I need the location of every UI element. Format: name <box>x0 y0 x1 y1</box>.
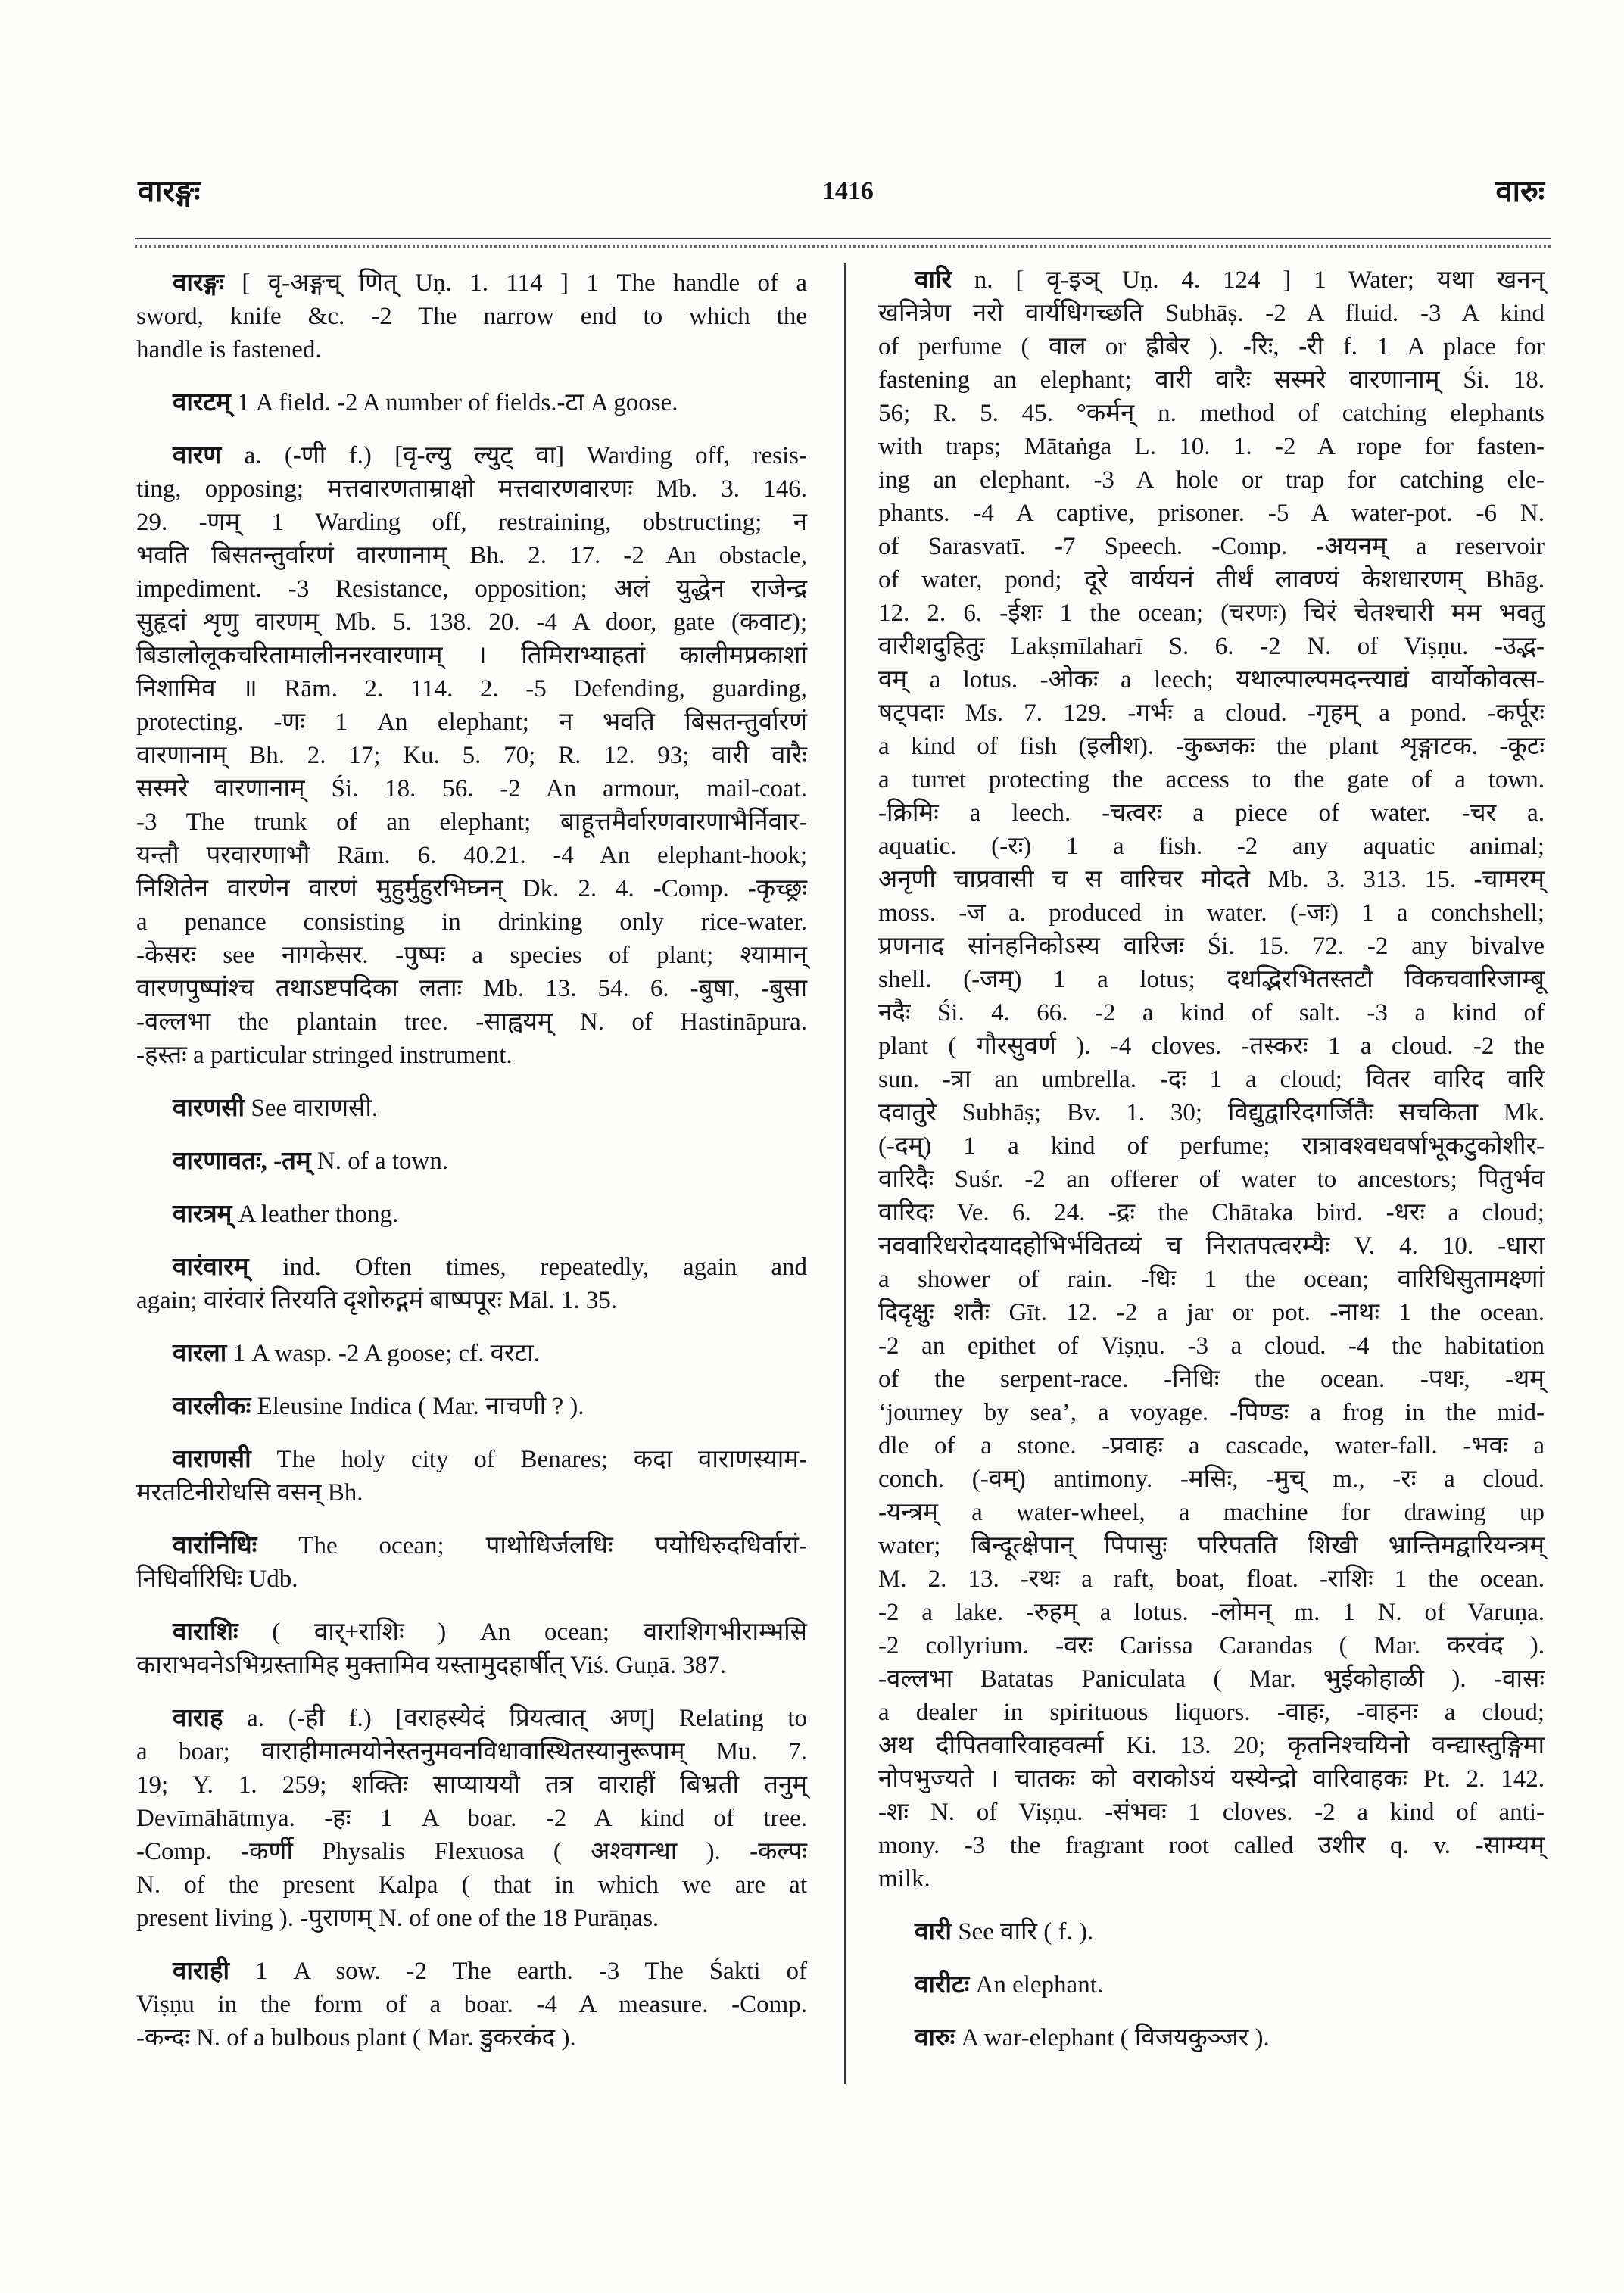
headword: वारणसी <box>173 1095 245 1122</box>
entry-line <box>136 1702 807 1735</box>
entry-line <box>878 863 1545 896</box>
entry-text: present living ). -पुराणम् N. of one of the 18 Purāṇas. <box>136 1905 659 1932</box>
entry-line <box>878 963 1545 996</box>
entry-line <box>878 1762 1545 1796</box>
entry-text: 56; R. 5. 45. °कर्मन् n. method of catching elephants <box>878 400 1545 427</box>
entry-text: -वल्लभा Batatas Paniculata ( Mar. भुईकोहाळी ). -वासः <box>878 1665 1545 1693</box>
header-rule <box>135 238 1551 248</box>
entry-text: वम् a lotus. -ओकः a leech; यथाल्पाल्पमदन्त्याद्यं वार्योकोवत्स- <box>878 666 1545 693</box>
entry-line <box>878 1662 1545 1696</box>
entry-line <box>136 1735 807 1768</box>
entry-line <box>878 1196 1545 1229</box>
entry-text: वारिदः Ve. 6. 24. -द्रः the Chātaka bird. -धरः a cloud; <box>878 1199 1545 1226</box>
entry-text: A leather thong. <box>238 1201 399 1228</box>
entry-text: See वारि ( f. ). <box>958 1918 1094 1946</box>
entry-text: 19; Y. 1. 259; शक्तिः साप्याययौ तत्र वाराहीं बिभ्रती तनुम् <box>136 1771 807 1799</box>
dictionary-entry <box>878 1915 1545 1949</box>
dictionary-entry <box>136 1702 807 1935</box>
left-column <box>136 266 807 2074</box>
entry-text: सुहृदां शृणु वारणम् Mb. 5. 138. 20. -4 A door, gate (कवाट); <box>136 609 807 636</box>
entry-text: phants. -4 A captive, prisoner. -5 A water-pot. -6 N. <box>878 500 1545 527</box>
entry-line <box>136 506 807 539</box>
dictionary-entry <box>136 439 807 1072</box>
entry-line <box>878 896 1545 930</box>
entry-line <box>136 939 807 972</box>
entry-text: of water, pond; दूरे वार्ययनं तीर्थं लावण्यं केशधारणम् Bhāg. <box>878 566 1545 594</box>
entry-text: वारीशदुहितुः Lakṣmīlaharī S. 6. -2 N. of Viṣṇu. -उद्भ- <box>878 633 1545 660</box>
entry-text: a boar; वाराहीमात्मयोनेस्तनुमवनविधावास्थितस्यानुरूपाम् Mu. 7. <box>136 1738 807 1765</box>
entry-text: प्रणनाद सांनहनिकोऽस्य वारिजः Śi. 15. 72. -2 any bivalve <box>878 933 1545 960</box>
entry-text: ( वार्+राशिः ) An ocean; वाराशिगभीराम्भसि <box>272 1618 807 1646</box>
entry-text: conch. (-वम्) antimony. -मसिः, -मुच् m., -रः a cloud. <box>878 1466 1545 1493</box>
entry-line <box>136 606 807 639</box>
entry-line <box>878 930 1545 963</box>
entry-text: मरतटिनीरोधसि वसन् Bh. <box>136 1479 363 1506</box>
entry-line <box>136 1868 807 1902</box>
entry-line <box>878 530 1545 563</box>
entry-line <box>878 1968 1545 2002</box>
headword: वाराशिः <box>173 1618 238 1646</box>
entry-line <box>878 597 1545 630</box>
entry-line <box>136 266 807 300</box>
entry-line <box>136 872 807 905</box>
entry-line <box>878 1363 1545 1396</box>
entry-line <box>878 297 1545 330</box>
entry-line <box>136 972 807 1005</box>
entry-line <box>136 1251 807 1284</box>
entry-line <box>136 639 807 672</box>
entry-text: Eleusine Indica ( Mar. नाचणी ? ). <box>257 1393 584 1420</box>
entry-line <box>878 996 1545 1030</box>
entry-text: Viṣṇu in the form of a boar. -4 A measure. -Comp. <box>136 1991 807 2018</box>
entry-line <box>136 300 807 333</box>
entry-text: M. 2. 13. -रथः a raft, boat, float. -राशिः 1 the ocean. <box>878 1566 1545 1593</box>
entry-line <box>136 772 807 805</box>
entry-line <box>136 1005 807 1039</box>
entry-text: impediment. -3 Resistance, opposition; अलं युद्धेन राजेन्द्र <box>136 575 807 603</box>
entry-line <box>136 905 807 939</box>
dictionary-entry <box>136 1390 807 1423</box>
entry-line <box>136 1476 807 1509</box>
entry-text: निशितेन वारणेन वारणं मुहुर्मुहुरभिघ्नन् Dk. 2. 4. -Comp. -कृच्छ्रः <box>136 875 807 902</box>
entry-text: -3 The trunk of an elephant; बाहूत्तमैर्वारणवारणाभैर्निवार- <box>136 808 807 836</box>
entry-text: The ocean; पाथोधिर्जलधिः पयोधिरुदधिर्वारां- <box>298 1532 808 1559</box>
entry-text: Devīmāhātmya. -हः 1 A boar. -2 A kind of tree. <box>136 1805 807 1832</box>
entry-line <box>878 1596 1545 1629</box>
entry-text: -2 a lake. -रुहम् a lotus. -लोमन् m. 1 N. of Varuṇa. <box>878 1599 1545 1626</box>
entry-text: -कन्दः N. of a bulbous plant ( Mar. डुकरकंद ). <box>136 2024 576 2052</box>
entry-text: -Comp. -कर्णी Physalis Flexuosa ( अश्वगन्धा ). -कल्पः <box>136 1838 807 1865</box>
entry-text: -हस्तः a particular stringed instrument. <box>136 1042 513 1069</box>
entry-line <box>136 1649 807 1682</box>
entry-text: -यन्त्रम् a water-wheel, a machine for drawing up <box>878 1499 1545 1526</box>
entry-text: sword, knife &c. -2 The narrow end to which the <box>136 303 807 330</box>
entry-line <box>136 539 807 572</box>
entry-text: a dealer in spirituous liquors. -वाहः, -वाहनः a cloud; <box>878 1699 1545 1726</box>
entry-text: ‘journey by sea’, a voyage. -पिण्डः a frog in the mid- <box>878 1399 1545 1426</box>
entry-line <box>878 330 1545 363</box>
dictionary-entry <box>136 1955 807 2055</box>
entry-text: milk. <box>878 1865 930 1893</box>
entry-line <box>136 706 807 739</box>
entry-text: of the serpent-race. -निधिः the ocean. -पथः, -थम् <box>878 1366 1545 1393</box>
entry-line <box>136 1145 807 1178</box>
entry-text: काराभवनेऽभिग्रस्तामिह मुक्तामिव यस्तामुदहार्षीत् Viś. Guṇā. 387. <box>136 1652 726 1679</box>
entry-text: षट्पदाः Ms. 7. 129. -गर्भः a cloud. -गृहम् a pond. -कर्पूरः <box>878 699 1545 727</box>
entry-text: अनृणी चाप्रवासी च स वारिचर मोदते Mb. 3. 313. 15. -चामरम् <box>878 866 1545 893</box>
entry-text: a penance consisting in drinking only rice-water. <box>136 908 807 936</box>
entry-text: handle is fastened. <box>136 336 322 363</box>
dictionary-entry <box>136 386 807 419</box>
entry-text: protecting. -णः 1 An elephant; न भवति बिसतन्तुर्वारणं <box>136 709 807 736</box>
dictionary-entry <box>136 1529 807 1596</box>
entry-line <box>136 572 807 606</box>
entry-line <box>136 1768 807 1802</box>
entry-text: वारणानाम् Bh. 2. 17; Ku. 5. 70; R. 12. 93; वारी वारैः <box>136 742 807 769</box>
headword: वारला <box>173 1340 227 1367</box>
entry-text: 29. -णम् 1 Warding off, restraining, obstructing; न <box>136 509 807 536</box>
dictionary-entry <box>878 1968 1545 2002</box>
entry-text: बिडालोलूकचरितामालीननरवारणाम् । तिमिराभ्याहतां कालीमप्रकाशां <box>136 642 807 669</box>
headword: वाराणसी <box>173 1446 251 1473</box>
entry-line <box>878 696 1545 730</box>
entry-text: water; बिन्दूत्क्षेपान् पिपासुः परिपतति शिखी भ्रान्तिमद्वारियन्त्रम् <box>878 1532 1545 1559</box>
entry-line <box>878 730 1545 763</box>
running-head <box>138 171 1545 212</box>
entry-text: with traps; Mātaṅga L. 10. 1. -2 A rope for fasten- <box>878 433 1545 460</box>
entry-text: 1 A wasp. -2 A goose; cf. वरटा. <box>232 1340 540 1367</box>
entry-text: 1 A field. -2 A number of fields.-टा A goose. <box>237 389 678 416</box>
entry-text: aquatic. (-रः) 1 a fish. -2 any aquatic animal; <box>878 833 1545 860</box>
entry-text: a turret protecting the access to the gate of a town. <box>878 766 1545 793</box>
headword: वारटम् <box>173 389 231 416</box>
entry-text: A war-elephant ( विजयकुञ्जर ). <box>961 2024 1270 2052</box>
entry-line <box>878 1862 1545 1896</box>
entry-line <box>878 1163 1545 1196</box>
entry-text: fastening an elephant; वारी वारैः सस्मरे वारणानाम् Śi. 18. <box>878 366 1545 394</box>
entry-line <box>136 1529 807 1562</box>
entry-text: -2 an epithet of Viṣṇu. -3 a cloud. -4 the habitation <box>878 1332 1545 1360</box>
page-number: 1416 <box>821 177 874 205</box>
column-divider <box>844 263 846 2084</box>
entry-text: of perfume ( वाल or ह्रीबेर ). -रिः, -री f. 1 A place for <box>878 333 1545 360</box>
entry-line <box>136 2021 807 2055</box>
entry-text: a. (-णी f.) [वृ-ल्यु ल्युट् वा] Warding off, resis- <box>244 442 808 469</box>
dictionary-entry <box>136 1615 807 1682</box>
entry-line <box>136 1198 807 1231</box>
headword: वारांनिधिः <box>173 1532 257 1559</box>
entry-text: अथ दीपितवारिवाहवर्त्मा Ki. 13. 20; कृतनिश्चयिनो वन्द्यास्तुङ्गिमा <box>878 1732 1545 1759</box>
entry-text: -2 collyrium. -वरः Carissa Carandas ( Mar. करवंद ). <box>878 1632 1545 1659</box>
entry-line <box>878 1915 1545 1949</box>
headword: वारीटः <box>915 1971 970 1999</box>
entry-line <box>136 1955 807 1988</box>
entry-line <box>878 1496 1545 1529</box>
entry-text: ting, opposing; मत्तवारणताम्राक्षो मत्तवारणवारणः Mb. 3. 146. <box>136 475 807 503</box>
entry-line <box>136 1835 807 1868</box>
dictionary-entry <box>136 1145 807 1178</box>
entry-line <box>878 1329 1545 1363</box>
entry-text: भवति बिसतन्तुर्वारणं वारणानाम् Bh. 2. 17. -2 An obstacle, <box>136 542 807 569</box>
headword: वारि <box>915 266 952 294</box>
entry-text: -केसरः see नागकेसर. -पुष्पः a species of plant; श्यामान् <box>136 942 807 969</box>
entry-line <box>878 363 1545 397</box>
entry-line <box>136 472 807 506</box>
dictionary-entry <box>136 1092 807 1125</box>
entry-line <box>878 630 1545 663</box>
entry-line <box>878 1396 1545 1429</box>
entry-text: वारणपुष्पांश्च तथाऽष्टपदिका लताः Mb. 13. 54. 6. -बुषा, -बुसा <box>136 975 807 1002</box>
entry-text: (-दम्) 1 a kind of perfume; रात्रावश्वधवर्षाभूकटुकोशीर- <box>878 1132 1545 1160</box>
entry-line <box>136 1902 807 1935</box>
entry-line <box>878 1463 1545 1496</box>
headword: वारण <box>173 442 222 469</box>
entry-text: a shower of rain. -धिः 1 the ocean; वारिधिसुतामक्ष्णां <box>878 1266 1545 1293</box>
entry-line <box>878 2021 1545 2055</box>
entry-line <box>878 1796 1545 1829</box>
entry-line <box>878 796 1545 830</box>
entry-line <box>136 1284 807 1317</box>
running-head-right: वारुः <box>1495 174 1545 208</box>
entry-line <box>878 1829 1545 1862</box>
entry-line <box>878 463 1545 497</box>
entry-line <box>878 830 1545 863</box>
entry-text: n. [ वृ-इञ् Uṇ. 4. 124 ] 1 Water; यथा खनन् <box>974 266 1545 294</box>
entry-text: निशामिव ॥ Rām. 2. 114. 2. -5 Defending, guarding, <box>136 675 807 703</box>
entry-text: 1 A sow. -2 The earth. -3 The Śakti of <box>254 1958 808 1985</box>
entry-text: सस्मरे वारणानाम् Śi. 18. 56. -2 An armour, mail-coat. <box>136 775 807 802</box>
entry-text: निधिर्वारिधिः Udb. <box>136 1566 298 1593</box>
entry-text: नववारिधरोदयादहोभिर्भवितव्यं च निरातपत्वरम्यैः V. 4. 10. -धारा <box>878 1232 1545 1260</box>
entry-text: ind. Often times, repeatedly, again and <box>282 1254 807 1281</box>
headword: वारंवारम् <box>173 1254 249 1281</box>
entry-text: again; वारंवारं तिरयति दृशोरुद्गमं बाष्पपूरः Māl. 1. 35. <box>136 1287 618 1314</box>
entry-text: N. of a town. <box>316 1148 449 1175</box>
dictionary-entry <box>136 1251 807 1317</box>
entry-text: plant ( गौरसुवर्ण ). -4 cloves. -तस्करः 1 a cloud. -2 the <box>878 1033 1545 1060</box>
entry-text: The holy city of Benares; कदा वाराणस्याम- <box>276 1446 808 1473</box>
entry-line <box>878 1229 1545 1263</box>
dictionary-entry <box>136 1337 807 1370</box>
entry-text: [ वृ-अङ्गच् णित् Uṇ. 1. 114 ] 1 The handle of a <box>242 269 807 297</box>
entry-line <box>136 805 807 839</box>
entry-text: ing an elephant. -3 A hole or trap for catching ele- <box>878 466 1545 494</box>
entry-line <box>878 1729 1545 1762</box>
entry-line <box>136 1443 807 1476</box>
entry-line <box>878 1063 1545 1096</box>
entry-line <box>878 497 1545 530</box>
entry-line <box>878 663 1545 696</box>
entry-line <box>136 1615 807 1649</box>
entry-line <box>136 439 807 472</box>
running-head-left: वारङ्गः <box>138 174 201 208</box>
entry-text: moss. -ज a. produced in water. (-जः) 1 a conchshell; <box>878 899 1545 927</box>
entry-line <box>878 430 1545 463</box>
entry-line <box>878 1629 1545 1662</box>
entry-text: खनित्रेण नरो वार्यधिगच्छति Subhāṣ. -2 A fluid. -3 A kind <box>878 300 1545 327</box>
entry-text: नदैः Śi. 4. 66. -2 a kind of salt. -3 a kind of <box>878 999 1545 1027</box>
entry-line <box>136 1337 807 1370</box>
entry-line <box>136 1802 807 1835</box>
entry-text: -क्रिमिः a leech. -चत्वरः a piece of water. -चर a. <box>878 799 1545 827</box>
entry-line <box>878 263 1545 297</box>
dictionary-entry <box>878 2021 1545 2055</box>
entry-text: नोपभुज्यते । चातकः को वराकोऽयं यस्येन्द्रो वारिवाहकः Pt. 2. 142. <box>878 1765 1545 1793</box>
entry-line <box>136 1092 807 1125</box>
entry-text: वारिदैः Suśr. -2 an offerer of water to ancestors; पितुर्भव <box>878 1166 1545 1193</box>
entry-line <box>136 333 807 366</box>
entry-text: An elephant. <box>975 1971 1104 1999</box>
entry-line <box>136 672 807 706</box>
entry-text: a. (-ही f.) [वराहस्येदं प्रियत्वात् अण्] Relating to <box>247 1705 807 1732</box>
headword: वाराह <box>173 1705 223 1732</box>
entry-line <box>878 1129 1545 1163</box>
entry-line <box>878 1529 1545 1562</box>
entry-line <box>136 386 807 419</box>
headword: वारलीकः <box>173 1393 251 1420</box>
entry-line <box>136 1988 807 2021</box>
entry-text: 12. 2. 6. -ईशः 1 the ocean; (चरणः) चिरं चेतश्चारी मम भवतु <box>878 600 1545 627</box>
entry-text: N. of the present Kalpa ( that in which we are at <box>136 1871 807 1899</box>
entry-text: shell. (-जम्) 1 a lotus; दधद्भिरभितस्तटौ विकचवारिजाम्बू <box>878 966 1545 993</box>
entry-line <box>878 397 1545 430</box>
entry-line <box>878 1562 1545 1596</box>
headword: वारङ्गः <box>173 269 224 297</box>
headword: वाराही <box>173 1958 230 1985</box>
entry-text: of Sarasvatī. -7 Speech. -Comp. -अयनम् a reservoir <box>878 533 1545 560</box>
entry-text: -वल्लभा the plantain tree. -साह्वयम् N. of Hastināpura. <box>136 1008 807 1036</box>
entry-line <box>136 1562 807 1596</box>
headword: वारत्रम् <box>173 1201 232 1228</box>
right-column <box>878 263 1545 2074</box>
dictionary-entry <box>136 266 807 366</box>
entry-line <box>136 1039 807 1072</box>
entry-line <box>878 1696 1545 1729</box>
entry-text: दवातुरे Subhāṣ; Bv. 1. 30; विद्युद्वारिदगर्जितैः सचकिता Mk. <box>878 1099 1545 1126</box>
entry-line <box>878 563 1545 597</box>
entry-text: a kind of fish (इलीश). -कुब्जकः the plant शृङ्गाटक. -कूटः <box>878 733 1545 760</box>
dictionary-entry <box>136 1198 807 1231</box>
entry-line <box>136 1390 807 1423</box>
entry-text: दिदृक्षुः शतैः Gīt. 12. -2 a jar or pot. -नाथः 1 the ocean. <box>878 1299 1545 1326</box>
headword: वारणावतः, -तम् <box>173 1148 311 1175</box>
entry-text: mony. -3 the fragrant root called उशीर q. v. -साम्यम् <box>878 1832 1545 1859</box>
entry-line <box>878 1263 1545 1296</box>
entry-text: dle of a stone. -प्रवाहः a cascade, water-fall. -भवः a <box>878 1432 1545 1460</box>
entry-text: -शः N. of Viṣṇu. -संभवः 1 cloves. -2 a kind of anti- <box>878 1799 1545 1826</box>
entry-line <box>136 739 807 772</box>
entry-text: यन्तौ परवारणाभौ Rām. 6. 40.21. -4 An elephant-hook; <box>136 842 807 869</box>
dictionary-entry <box>136 1443 807 1509</box>
entry-line <box>878 763 1545 796</box>
entry-line <box>878 1429 1545 1463</box>
entry-line <box>136 839 807 872</box>
headword: वारुः <box>915 2024 955 2052</box>
headword: वारी <box>915 1918 952 1946</box>
entry-line <box>878 1296 1545 1329</box>
entry-line <box>878 1096 1545 1129</box>
entry-text: See वाराणसी. <box>251 1095 379 1122</box>
dictionary-entry <box>878 263 1545 1896</box>
entry-text: sun. -त्रा an umbrella. -दः 1 a cloud; वितर वारिद वारि <box>878 1066 1545 1093</box>
entry-line <box>878 1030 1545 1063</box>
